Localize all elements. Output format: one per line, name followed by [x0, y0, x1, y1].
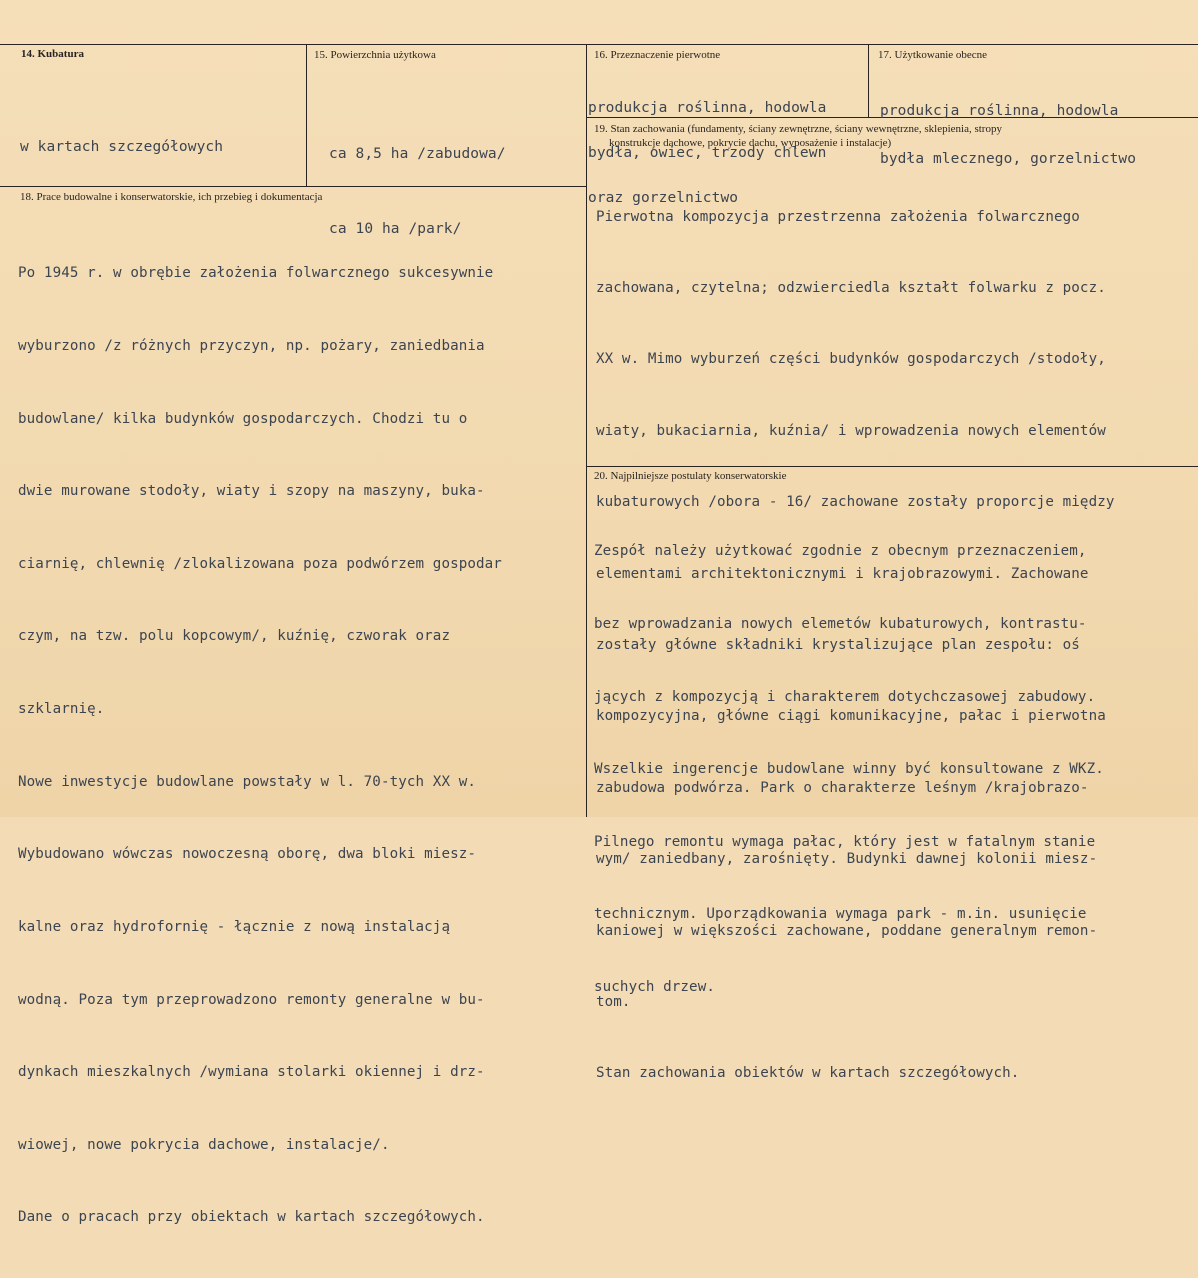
- text-line: Po 1945 r. w obrębie założenia folwarcznego sukcesywnie: [18, 265, 494, 282]
- text-line: jących z kompozycją i charakterem dotychczasowej zabudowy.: [594, 688, 1096, 705]
- text-line: Nowe inwestycje budowlane powstały w l. 70-tych XX w.: [18, 773, 477, 790]
- text-line: wym/ zaniedbany, zarośnięty. Budynki dawnej kolonii miesz-: [596, 851, 1098, 868]
- text-line: Dane o pracach przy obiektach w kartach szczegółowych.: [18, 1209, 485, 1226]
- section-15-header: 15. Powierzchnia użytkowa: [314, 49, 436, 61]
- text-line: ciarnię, chlewnię /zlokalizowana poza podwórzem gospodar: [18, 555, 502, 572]
- text-line: w kartach szczegółowych: [20, 139, 224, 155]
- section-17-header: 17. Użytkowanie obecne: [878, 49, 988, 61]
- text-line: czym, na tzw. polu kopcowym/, kuźnię, czworak oraz: [18, 628, 451, 645]
- text-line: bydła, owiec, trzody chlewn: [588, 145, 827, 161]
- text-line: wodną. Poza tym przeprowadzono remonty generalne w bu-: [18, 991, 485, 1008]
- text-line: Wszelkie ingerencje budowlane winny być konsultowane z WKZ.: [594, 761, 1104, 778]
- text-line: szklarnię.: [18, 701, 105, 718]
- text-line: kompozycyjna, główne ciągi komunikacyjne, pałac i pierwotna: [596, 708, 1106, 725]
- text-line: suchych drzew.: [594, 979, 715, 996]
- section-20-text: [594, 491, 1104, 1048]
- main-vertical-divider: [586, 44, 587, 817]
- section-19-header-line-1: 19. Stan zachowania (fundamenty, ściany zewnętrzne, ściany wewnętrzne, sklepienia, stropy: [594, 123, 1002, 135]
- text-line: elementami architektonicznymi i krajobrazowymi. Zachowane: [596, 565, 1089, 582]
- text-line: ca 8,5 ha /zabudowa/: [329, 146, 506, 162]
- section-20-header: 20. Najpilniejsze postulaty konserwatorskie: [594, 470, 787, 482]
- text-line: produkcja roślinna, hodowla: [880, 103, 1119, 119]
- section-18-header: 18. Prace budowalne i konserwatorskie, ich przebieg i dokumentacja: [20, 191, 323, 203]
- text-line: technicznym. Uporządkowania wymaga park - m.in. usunięcie: [594, 906, 1087, 923]
- text-line: oraz gorzelnictwo: [588, 190, 739, 206]
- section-19-header-line-2: konstrukcje dachowe, pokrycie dachu, wyposażenie i instalacje): [609, 137, 892, 149]
- text-line: produkcja roślinna, hodowla: [588, 100, 827, 116]
- text-line: wyburzono /z różnych przyczyn, np. pożary, zaniedbania: [18, 338, 485, 355]
- divider-16-17: [868, 44, 869, 117]
- text-line: Wybudowano wówczas nowoczesną oborę, dwa bloki miesz-: [18, 846, 477, 863]
- text-line: kalne oraz hydrofornię - łącznie z nową instalacją: [18, 918, 451, 935]
- text-line: XX w. Mimo wyburzeń części budynków gospodarczych /stodoły,: [596, 351, 1106, 368]
- text-line: zostały główne składniki krystalizujące plan zespołu: oś: [596, 636, 1080, 653]
- text-line: Pierwotna kompozycja przestrzenna założenia folwarcznego: [596, 208, 1080, 225]
- section-16-header: 16. Przeznaczenie pierwotne: [594, 49, 721, 61]
- text-line: ca 10 ha /park/: [329, 221, 462, 237]
- section-14-text: [20, 92, 223, 202]
- text-line: kubaturowych /obora - 16/ zachowane zostały proporcje między: [596, 494, 1115, 511]
- text-line: wiaty, bukaciarnia, kuźnia/ i wprowadzenia nowych elementów: [596, 422, 1106, 439]
- text-line: zachowana, czytelna; odzwierciedla kształt folwarku z pocz.: [596, 279, 1106, 296]
- text-line: Stan zachowania obiektów w kartach szczegółowych.: [596, 1065, 1020, 1082]
- section-18-text: [18, 213, 502, 1278]
- text-line: dynkach mieszkalnych /wymiana stolarki okiennej i drz-: [18, 1064, 485, 1081]
- text-line: bydła mlecznego, gorzelnictwo: [880, 151, 1137, 167]
- text-line: zabudowa podwórza. Park o charakterze leśnym /krajobrazo-: [596, 779, 1089, 796]
- top-border: [0, 44, 1198, 45]
- text-line: Pilnego remontu wymaga pałac, który jest w fatalnym stanie: [594, 833, 1096, 850]
- text-line: tom.: [596, 993, 631, 1010]
- text-line: bez wprowadzania nowych elemetów kubaturowych, kontrastu-: [594, 616, 1087, 633]
- text-line: Zespół należy użytkować zgodnie z obecnym przeznaczeniem,: [594, 543, 1087, 560]
- divider-14-15: [306, 44, 307, 186]
- text-line: wiowej, nowe pokrycia dachowe, instalacje/.: [18, 1136, 390, 1153]
- text-line: budowlane/ kilka budynków gospodarczych. Chodzi tu o: [18, 410, 468, 427]
- text-line: kaniowej w większości zachowane, poddane generalnym remon-: [596, 922, 1098, 939]
- section-14-header: 14. Kubatura: [21, 48, 84, 60]
- text-line: dwie murowane stodoły, wiaty i szopy na maszyny, buka-: [18, 483, 485, 500]
